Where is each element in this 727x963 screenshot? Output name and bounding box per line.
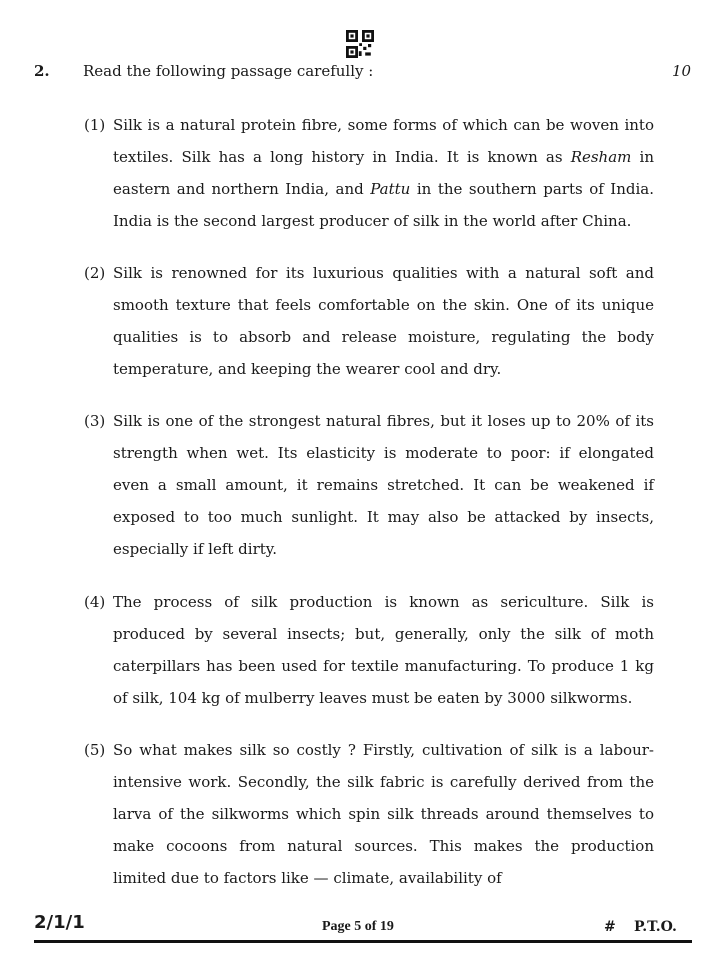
page-number: Page 5 of 19 xyxy=(322,919,394,934)
question-marks: 10 xyxy=(672,62,692,80)
text-segment: Silk is renowned for its luxurious qualities with a natural soft and smooth texture that feels comfortable on the skin. One of its unique qualities is to absorb and release moisture, regulating the body temperature, and keeping the wearer cool and dry. xyxy=(113,264,654,378)
hash-mark: # xyxy=(604,919,616,935)
paper-code: 2/1/1 xyxy=(34,912,85,933)
paragraph-text xyxy=(113,405,654,565)
passage-paragraph-2 xyxy=(84,257,654,385)
italic-term: Resham xyxy=(570,148,632,166)
paragraph-text xyxy=(113,257,654,385)
text-segment: in the southern parts of India. India is the second largest producer of silk in the world after China. xyxy=(113,180,654,230)
paragraph-number: (2) xyxy=(84,264,106,282)
passage-paragraph-3 xyxy=(84,405,654,565)
footer-rule xyxy=(34,940,692,943)
text-segment: So what makes silk so costly ? Firstly, cultivation of silk is a labour-intensive work. Secondly, the silk fabric is carefully derived from the larva of the silkworms which spin silk threads around themselves to make cocoons from natural sources. This makes the production limited due to factors like — climate, availability of xyxy=(113,741,654,887)
please-turn-over: P.T.O. xyxy=(634,919,677,935)
text-segment: The process of silk production is known as sericulture. Silk is produced by several insects; but, generally, only the silk of moth caterpillars has been used for textile manufacturing. To produce 1 kg of silk, 104 kg of mulberry leaves must be eaten by 3000 silkworms. xyxy=(113,593,654,707)
passage-paragraph-5 xyxy=(84,734,654,894)
paragraph-text xyxy=(113,734,654,894)
italic-term: Pattu xyxy=(370,180,411,198)
passage-paragraph-4 xyxy=(84,586,654,714)
text-segment: in eastern and northern India, and xyxy=(113,148,654,198)
text-segment: Silk is one of the strongest natural fibres, but it loses up to 20% of its strength when wet. Its elasticity is moderate to poor: if elongated even a small amount, it remains stretched. It can be weakened if exposed to too much sunlight. It may also be attacked by insects, especially if left dirty. xyxy=(113,412,654,558)
question-number: 2. xyxy=(34,62,50,80)
paragraph-number: (3) xyxy=(84,412,106,430)
paragraph-text xyxy=(113,109,654,237)
qr-code-icon xyxy=(346,30,374,58)
question-prompt: Read the following passage carefully : xyxy=(83,62,374,80)
paragraph-number: (4) xyxy=(84,593,106,611)
paragraph-number: (1) xyxy=(84,116,106,134)
paragraph-text xyxy=(113,586,654,714)
paragraph-number: (5) xyxy=(84,741,106,759)
passage-paragraph-1 xyxy=(84,109,654,237)
text-segment: Silk is a natural protein fibre, some forms of which can be woven into textiles. Silk has a long history in India. It is known as xyxy=(113,116,654,166)
